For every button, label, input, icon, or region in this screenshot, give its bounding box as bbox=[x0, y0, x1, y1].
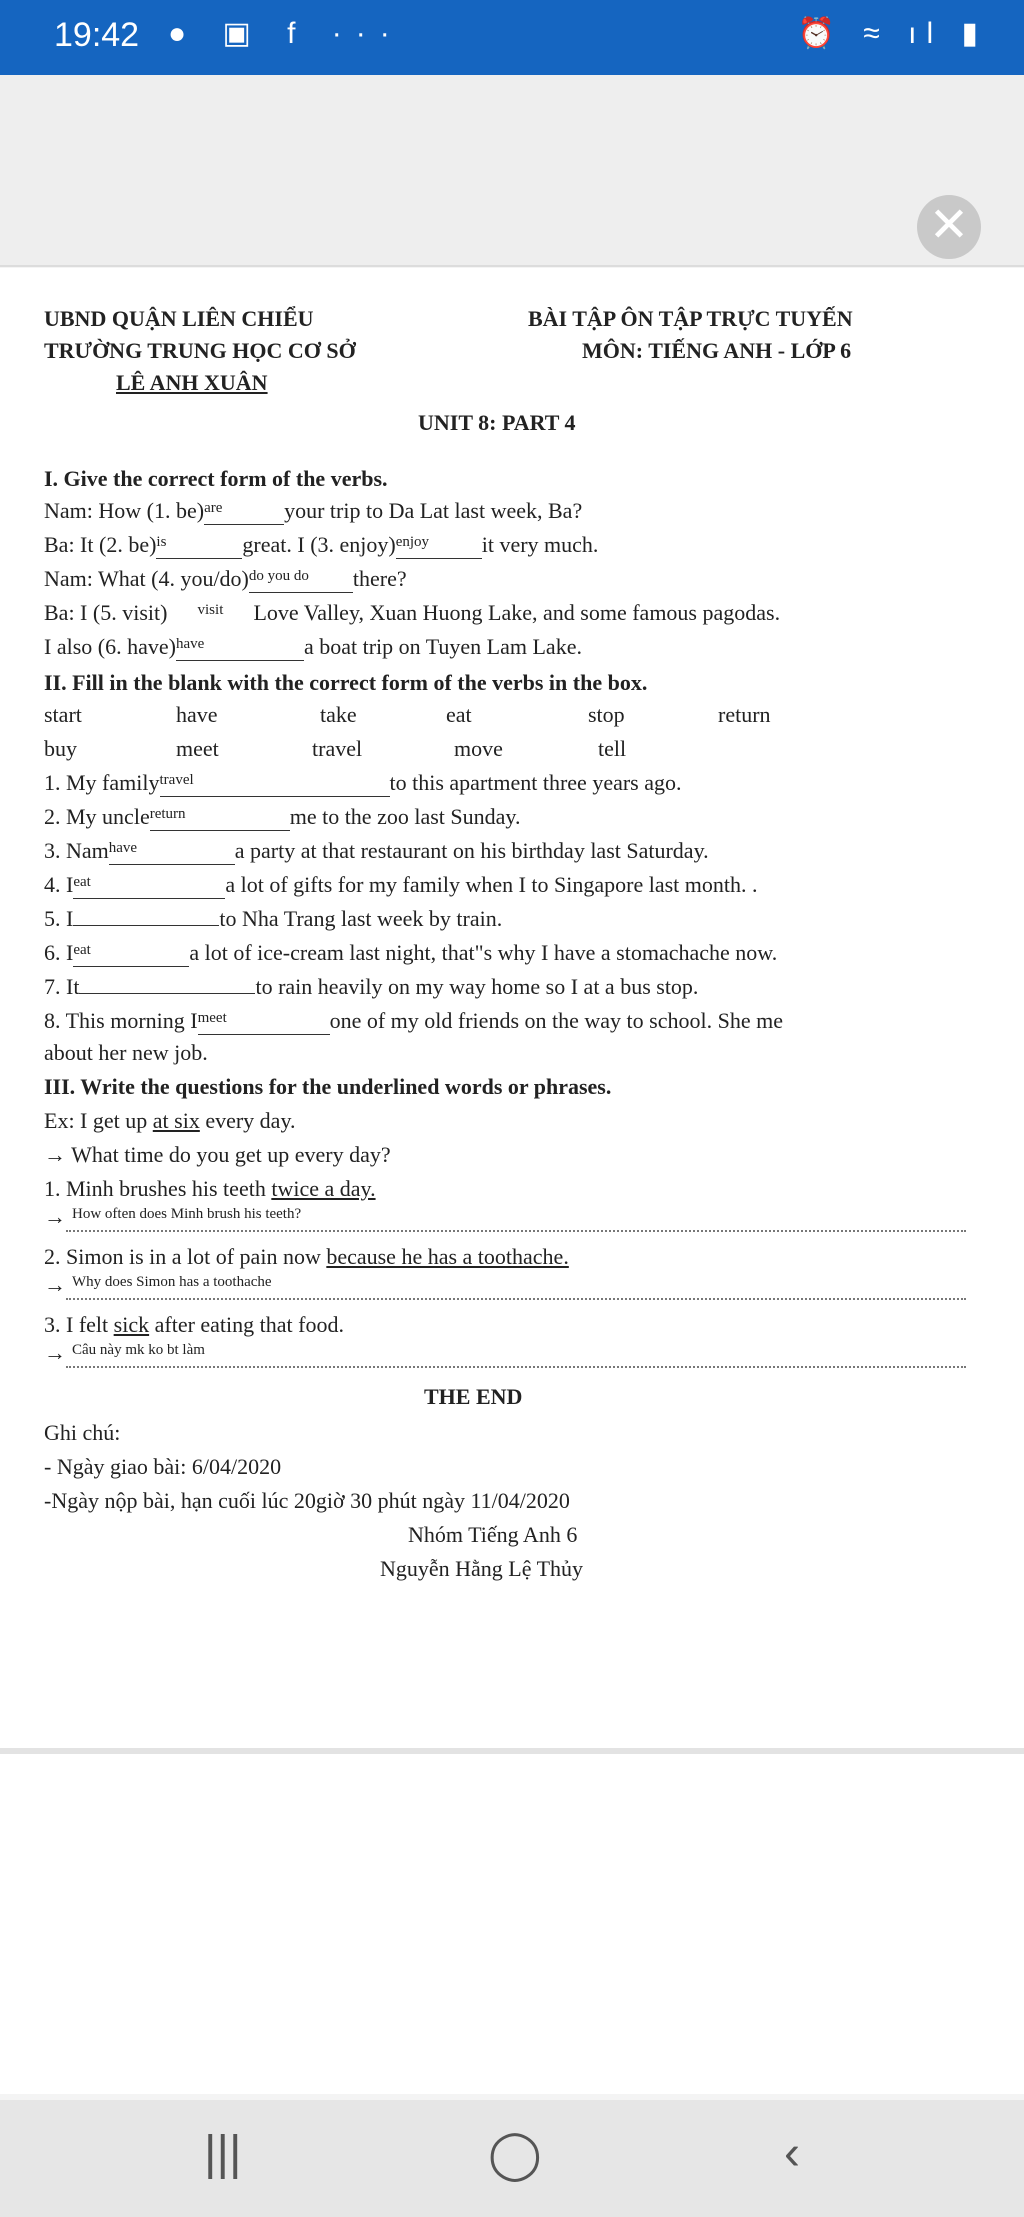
note-2: -Ngày nộp bài, hạn cuối lúc 20giờ 30 phút ngày 11/04/2020 bbox=[44, 1488, 570, 1513]
handwritten-answer: Câu này mk ko bt làm bbox=[72, 1342, 205, 1358]
text-fragment: 1. Minh brushes his teeth bbox=[44, 1176, 272, 1201]
text-fragment bbox=[160, 770, 390, 797]
handwritten-answer: enjoy bbox=[395, 534, 430, 550]
handwritten-answer: travel bbox=[159, 772, 194, 788]
text-fragment: a lot of ice-cream last night, that"s why I have a stomachache now. bbox=[189, 940, 778, 965]
sec3-q3 bbox=[44, 1312, 344, 1338]
text-fragment bbox=[66, 1340, 966, 1368]
sec2-q1 bbox=[44, 770, 682, 797]
section-2-title: II. Fill in the blank with the correct form of the verbs in the box. bbox=[44, 670, 648, 695]
text-fragment: 2. Simon is in a lot of pain now bbox=[44, 1244, 327, 1269]
text-fragment: 7. It bbox=[44, 974, 80, 999]
text-fragment bbox=[198, 1008, 330, 1035]
sec2-q7 bbox=[44, 974, 698, 1000]
text-fragment bbox=[73, 940, 189, 967]
handwritten-answer: Why does Simon has a toothache bbox=[72, 1274, 272, 1290]
text-fragment: 4. I bbox=[44, 872, 74, 897]
text-fragment: sick bbox=[113, 1312, 150, 1337]
sec2-q8-cont: about her new job. bbox=[44, 1040, 208, 1065]
text-fragment bbox=[66, 1272, 966, 1300]
text-fragment: every day. bbox=[199, 1108, 296, 1133]
text-fragment bbox=[150, 804, 290, 831]
text-fragment: buy bbox=[44, 736, 77, 761]
text-fragment bbox=[176, 634, 304, 661]
text-fragment: meet bbox=[176, 736, 219, 761]
text-fragment: Love Valley, Xuan Huong Lake, and some famous pagodas. bbox=[253, 600, 781, 625]
sec3-q2-answer bbox=[44, 1272, 966, 1300]
sec2-q2 bbox=[44, 804, 520, 831]
header-right-2: MÔN: TIẾNG ANH - LỚP 6 bbox=[582, 338, 852, 363]
text-fragment: your trip to Da Lat last week, Ba? bbox=[284, 498, 583, 523]
header-left-3: LÊ ANH XUÂN bbox=[116, 370, 268, 395]
text-fragment: it very much. bbox=[481, 532, 599, 557]
handwritten-answer: visit bbox=[197, 602, 224, 618]
handwritten-answer: return bbox=[149, 806, 186, 822]
text-fragment: 5. I bbox=[44, 906, 74, 931]
text-fragment bbox=[396, 532, 482, 559]
text-fragment: travel bbox=[312, 736, 363, 761]
header-left-1: UBND QUẬN LIÊN CHIỂU bbox=[44, 306, 314, 331]
close-icon[interactable]: ✕ bbox=[917, 195, 981, 259]
text-fragment: Nam: How (1. be) bbox=[44, 498, 205, 523]
text-fragment: one of my old friends on the way to school. She me bbox=[329, 1008, 783, 1033]
sec3-example bbox=[44, 1108, 296, 1134]
text-fragment: because he has a toothache. bbox=[326, 1244, 569, 1269]
text-fragment: return bbox=[718, 702, 771, 727]
text-fragment bbox=[73, 872, 225, 899]
handwritten-answer: have bbox=[108, 840, 138, 856]
text-fragment bbox=[73, 925, 219, 926]
sec3-q3-answer bbox=[44, 1340, 966, 1368]
text-fragment bbox=[66, 1204, 966, 1232]
viewer-toolbar bbox=[0, 75, 1024, 267]
handwritten-answer: How often does Minh brush his teeth? bbox=[72, 1206, 302, 1222]
text-fragment: 8. This morning I bbox=[44, 1008, 198, 1033]
sec3-q1-answer bbox=[44, 1204, 966, 1232]
sec2-q6 bbox=[44, 940, 777, 967]
sec2-q5 bbox=[44, 906, 502, 932]
back-icon[interactable]: ‹ bbox=[784, 2127, 800, 2180]
status-bar bbox=[0, 0, 1024, 75]
handwritten-answer: have bbox=[175, 636, 205, 652]
text-fragment: → bbox=[44, 1272, 66, 1297]
handwritten-answer: is bbox=[156, 534, 167, 550]
text-fragment bbox=[167, 600, 253, 626]
text-fragment: to rain heavily on my way home so I at a bus stop. bbox=[255, 974, 699, 999]
note-1: - Ngày giao bài: 6/04/2020 bbox=[44, 1454, 282, 1479]
text-fragment bbox=[204, 498, 284, 525]
handwritten-answer: eat bbox=[73, 874, 91, 890]
handwritten-answer: eat bbox=[73, 942, 91, 958]
text-fragment: have bbox=[176, 702, 218, 727]
sec1-line-3 bbox=[44, 566, 407, 593]
text-fragment: → bbox=[44, 1340, 66, 1365]
handwritten-answer: are bbox=[204, 500, 223, 516]
empty-area bbox=[0, 1754, 1024, 2094]
header-right-1: BÀI TẬP ÔN TẬP TRỰC TUYẾN bbox=[528, 306, 853, 331]
text-fragment: start bbox=[44, 702, 82, 727]
sec1-line-2 bbox=[44, 532, 598, 559]
text-fragment: after eating that food. bbox=[149, 1312, 344, 1337]
text-fragment: there? bbox=[352, 566, 407, 591]
text-fragment: → bbox=[44, 1204, 66, 1229]
text-fragment: to Nha Trang last week by train. bbox=[219, 906, 503, 931]
text-fragment: Nam: What (4. you/do) bbox=[44, 566, 249, 591]
sec1-line-5 bbox=[44, 634, 582, 661]
sec2-q4 bbox=[44, 872, 758, 899]
sec3-q1 bbox=[44, 1176, 376, 1202]
text-fragment: 6. I bbox=[44, 940, 74, 965]
text-fragment: me to the zoo last Sunday. bbox=[289, 804, 521, 829]
text-fragment: a party at that restaurant on his birthday last Saturday. bbox=[234, 838, 709, 863]
unit-title: UNIT 8: PART 4 bbox=[418, 410, 576, 435]
system-icons: ⏰ ≈ ıl ▮ bbox=[797, 17, 988, 50]
text-fragment: I also (6. have) bbox=[44, 634, 176, 659]
document-image bbox=[0, 268, 1024, 1754]
note-title: Ghi chú: bbox=[44, 1420, 121, 1445]
the-end: THE END bbox=[424, 1384, 523, 1409]
text-fragment: 3. Nam bbox=[44, 838, 109, 863]
sec1-line-4 bbox=[44, 600, 780, 626]
text-fragment: move bbox=[454, 736, 503, 761]
sec2-q8 bbox=[44, 1008, 783, 1035]
text-fragment: 3. I felt bbox=[44, 1312, 114, 1337]
sec2-q3 bbox=[44, 838, 709, 865]
text-fragment: a boat trip on Tuyen Lam Lake. bbox=[303, 634, 582, 659]
text-fragment: Ba: It (2. be) bbox=[44, 532, 157, 557]
text-fragment: a lot of gifts for my family when I to Singapore last month. . bbox=[225, 872, 758, 897]
text-fragment: tell bbox=[598, 736, 627, 761]
handwritten-answer: meet bbox=[197, 1010, 227, 1026]
text-fragment: great. I (3. enjoy) bbox=[242, 532, 396, 557]
handwritten-answer: do you do bbox=[248, 568, 309, 584]
text-fragment: 2. My uncle bbox=[44, 804, 150, 829]
text-fragment: twice a day. bbox=[271, 1176, 376, 1201]
signature-group: Nhóm Tiếng Anh 6 bbox=[408, 1522, 578, 1547]
text-fragment: Ba: I (5. visit) bbox=[44, 600, 168, 625]
navigation-bar bbox=[0, 2100, 1024, 2217]
header-left-2: TRƯỜNG TRUNG HỌC CƠ SỞ bbox=[44, 338, 356, 363]
text-fragment bbox=[109, 838, 235, 865]
text-fragment: eat bbox=[446, 702, 472, 727]
recents-icon[interactable]: ||| bbox=[204, 2127, 242, 2180]
sec3-example-answer: → What time do you get up every day? bbox=[44, 1142, 391, 1167]
text-fragment: to this apartment three years ago. bbox=[389, 770, 682, 795]
text-fragment: at six bbox=[152, 1108, 200, 1133]
text-fragment: stop bbox=[588, 702, 625, 727]
clock: 19:42 bbox=[54, 16, 140, 54]
signature-names: Nguyễn Hằng Lệ Thủy bbox=[380, 1556, 584, 1581]
text-fragment bbox=[79, 993, 255, 994]
sec1-line-1 bbox=[44, 498, 582, 525]
section-1-title: I. Give the correct form of the verbs. bbox=[44, 466, 388, 491]
sec3-q2 bbox=[44, 1244, 569, 1270]
text-fragment: 1. My family bbox=[44, 770, 160, 795]
notification-icons: ● ▣ f ··· bbox=[168, 17, 404, 50]
text-fragment bbox=[156, 532, 242, 559]
text-fragment bbox=[249, 566, 353, 593]
text-fragment: Ex: I get up bbox=[44, 1108, 153, 1133]
home-icon[interactable]: ◯ bbox=[488, 2128, 542, 2181]
text-fragment: take bbox=[320, 702, 357, 727]
section-3-title: III. Write the questions for the underlined words or phrases. bbox=[44, 1074, 612, 1099]
